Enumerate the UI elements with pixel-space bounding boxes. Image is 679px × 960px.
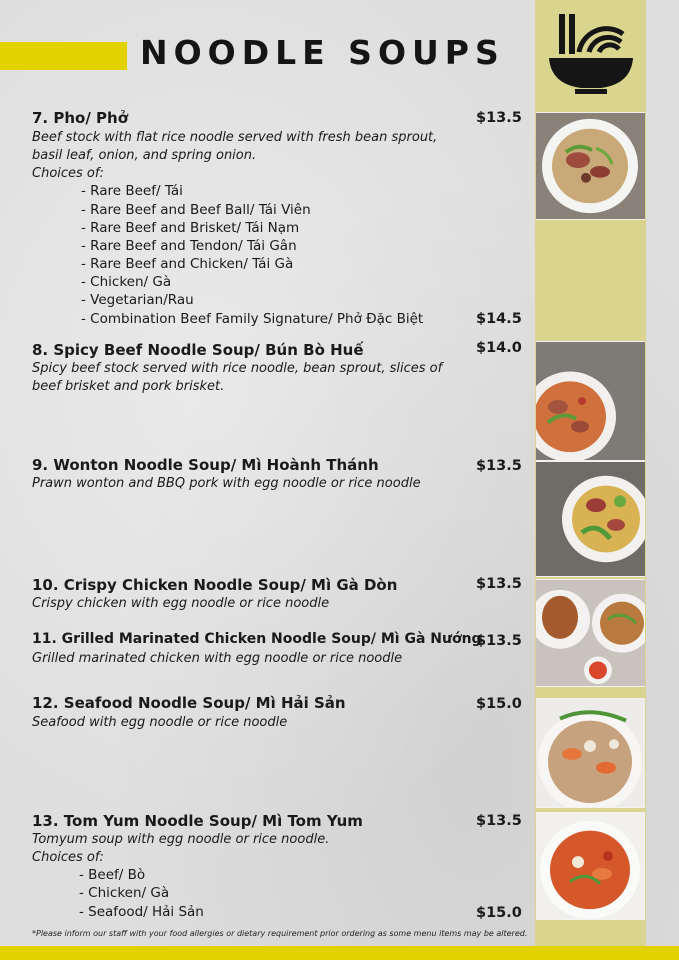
item-title-crispy-chicken: 10. Crispy Chicken Noodle Soup/ Mì Gà Dòn xyxy=(32,576,398,594)
chicken-noodle-photo xyxy=(536,579,645,687)
choices-label-pho: Choices of: xyxy=(32,166,104,181)
choice-pho-chicken: - Chicken/ Gà xyxy=(81,274,172,290)
price-bun-bo-hue: $14.0 xyxy=(476,340,522,356)
desc-pho-line2: basil leaf, onion, and spring onion. xyxy=(32,148,257,163)
item-title-tom-yum: 13. Tom Yum Noodle Soup/ Mì Tom Yum xyxy=(32,812,363,830)
desc-crispy-chicken: Crispy chicken with egg noodle or rice noodle xyxy=(32,596,330,611)
bun-bo-hue-photo xyxy=(536,341,645,461)
allergy-footnote: *Please inform our staff with your food allergies or dietary requirement prior ordering as some menu items may be altered. xyxy=(32,929,528,938)
desc-bun-bo-hue-line1: Spicy beef stock served with rice noodle, bean sprout, slices of xyxy=(32,361,443,376)
price-pho-combination: $14.5 xyxy=(476,311,522,327)
choice-pho-vegetarian: - Vegetarian/Rau xyxy=(81,292,194,308)
price-crispy-chicken: $13.5 xyxy=(476,576,522,592)
item-title-pho: 7. Pho/ Phở xyxy=(32,109,129,127)
price-pho: $13.5 xyxy=(476,110,522,126)
desc-tom-yum: Tomyum soup with egg noodle or rice noodle. xyxy=(32,832,330,847)
choice-pho-rare-beef: - Rare Beef/ Tái xyxy=(81,183,183,199)
price-wonton: $13.5 xyxy=(476,458,522,474)
choice-tom-yum-chicken: - Chicken/ Gà xyxy=(79,885,170,901)
price-tom-yum: $13.5 xyxy=(476,813,522,829)
choice-pho-chicken-rare: - Rare Beef and Chicken/ Tái Gà xyxy=(81,256,294,272)
price-tom-yum-seafood: $15.0 xyxy=(476,905,522,921)
bottom-accent-bar xyxy=(0,946,679,960)
choice-pho-combination: - Combination Beef Family Signature/ Phở Đặc Biệt xyxy=(81,311,424,327)
price-grilled-chicken: $13.5 xyxy=(476,633,522,649)
desc-bun-bo-hue-line2: beef brisket and pork brisket. xyxy=(32,379,225,394)
desc-grilled-chicken: Grilled marinated chicken with egg noodle or rice noodle xyxy=(32,651,403,666)
desc-wonton: Prawn wonton and BBQ pork with egg noodle or rice noodle xyxy=(32,476,421,491)
item-title-bun-bo-hue: 8. Spicy Beef Noodle Soup/ Bún Bò Huế xyxy=(32,341,364,359)
item-title-grilled-chicken: 11. Grilled Marinated Chicken Noodle Soup/ Mì Gà Nướng xyxy=(32,631,482,647)
choice-pho-beef-ball: - Rare Beef and Beef Ball/ Tái Viên xyxy=(81,202,311,218)
noodle-bowl-icon xyxy=(545,12,637,96)
seafood-noodle-photo xyxy=(536,698,645,808)
choice-pho-tendon: - Rare Beef and Tendon/ Tái Gân xyxy=(81,238,297,254)
choice-tom-yum-beef: - Beef/ Bò xyxy=(79,867,146,883)
desc-pho-line1: Beef stock with flat rice noodle served with fresh bean sprout, xyxy=(32,130,438,145)
pho-photo xyxy=(536,112,645,220)
wonton-noodle-photo xyxy=(536,461,645,577)
choices-label-tom-yum: Choices of: xyxy=(32,850,104,865)
item-title-seafood: 12. Seafood Noodle Soup/ Mì Hải Sản xyxy=(32,694,346,712)
page-title: NOODLE SOUPS xyxy=(140,33,505,72)
item-title-wonton: 9. Wonton Noodle Soup/ Mì Hoành Thánh xyxy=(32,456,379,474)
desc-seafood: Seafood with egg noodle or rice noodle xyxy=(32,715,288,730)
choice-tom-yum-seafood: - Seafood/ Hải Sản xyxy=(79,904,204,920)
tom-yum-photo xyxy=(536,812,645,920)
choice-pho-brisket: - Rare Beef and Brisket/ Tái Nạm xyxy=(81,220,300,236)
title-accent-bar xyxy=(0,42,127,70)
price-seafood: $15.0 xyxy=(476,696,522,712)
